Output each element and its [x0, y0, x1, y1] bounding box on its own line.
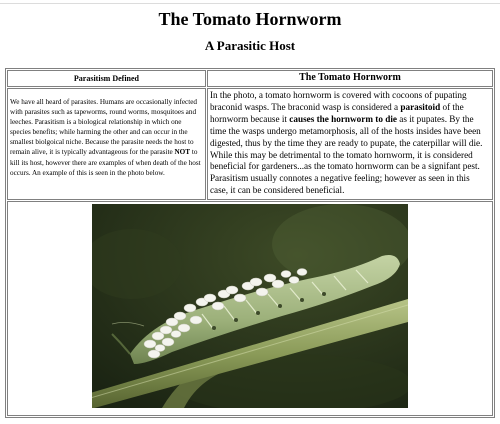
- page-subtitle: A Parasitic Host: [204, 38, 296, 53]
- right-column-heading: The Tomato Hornworm: [207, 70, 493, 87]
- top-divider: [0, 3, 500, 4]
- right-text-part-1: In the photo, a tomato hornworm is covered with cocoons of pupating braconid wasps. The braconid wasp is considered a: [209, 90, 467, 112]
- photo-cell: [7, 201, 493, 416]
- left-text-emphasis: NOT: [174, 148, 191, 157]
- parasitism-definition-text: [7, 88, 206, 200]
- right-text-part-3: as it pupates. By the time the wasps undergo metamorphosis, all of the hosts insides have been digested, thus by the time they are ready to pupate, the caterpillar will die. While this may be detrimental to the tomato hornworm, it is considered beneficial for gardeners...as the tomato hornworm can be a signifant pest. Parasitism usually connotes a negative feeling; however as seen in this case, it can be considered beneficial.: [209, 113, 483, 196]
- right-text-emphasis-1: parasitoid: [400, 101, 441, 112]
- right-text-emphasis-2: causes the hornworm to die: [289, 113, 397, 124]
- left-text-part-1: We have all heard of parasites. Humans are occasionally infected with parasites such as tapeworms, round worms, mosquitoes and leeches. Parasitism is a biological relationship in which one species benefits; while harming the other and can occur in the smallest biolgoical niche. Because the parasite needs the host to remain alive, it is typically advantageous for the parasite: [10, 98, 198, 157]
- hornworm-photo: [92, 204, 408, 408]
- hornworm-description-text: [207, 88, 493, 200]
- left-text-part-2: to kill its host, however there are examples of when death of the host occurs. An example of this is seen in the photo below.: [10, 148, 201, 177]
- page-title: The Tomato Hornworm: [158, 9, 342, 29]
- content-table: [5, 68, 495, 418]
- right-text-part-2: of the hornworm because it: [209, 101, 464, 124]
- left-column-heading: Parasitism Defined: [7, 70, 206, 87]
